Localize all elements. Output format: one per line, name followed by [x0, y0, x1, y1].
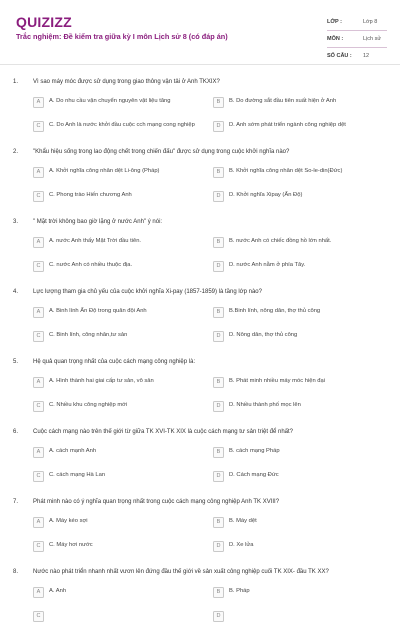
option-text: B.Binh lính, nông dân, thợ thủ công	[229, 308, 321, 315]
option-text: A. Hình thành hai giai cấp tư sản, vô sản	[49, 378, 154, 385]
question-item	[0, 359, 400, 429]
option-letter-box: B	[213, 377, 224, 388]
question-number: 3.	[13, 219, 19, 225]
option-text: D. nước Anh nằm ở phía Tây.	[229, 262, 306, 269]
option-text: A. cách mạnh Anh	[49, 448, 97, 455]
option-text: C. Do Anh là nước khởi đầu cuộc cch mạng cong nghiệp	[49, 122, 195, 129]
answer-option-c[interactable]	[33, 186, 203, 206]
option-letter-box: D	[213, 611, 224, 622]
option-text: B. Do đường sắt đầu tiên xuất hiện ở Anh	[229, 98, 337, 105]
option-letter-box: B	[213, 307, 224, 318]
option-text: C. Máy hơi nước	[49, 542, 93, 549]
option-text: B. Khởi nghĩa công nhân dệt So-le-din(Đức)	[229, 168, 343, 175]
question-list	[0, 79, 400, 639]
question-item	[0, 569, 400, 639]
answer-option-b[interactable]	[213, 512, 383, 532]
quizizz-logo: QUIZIZZ	[16, 14, 72, 30]
answer-option-d[interactable]	[213, 256, 383, 276]
answer-option-d[interactable]	[213, 116, 383, 136]
option-text: C. cách mạng Hà Lan	[49, 472, 106, 479]
option-text: B. cách mạng Pháp	[229, 448, 280, 455]
question-item	[0, 219, 400, 289]
question-text: "Khẩu hiệu sống trong lao động chết trong chiến đấu" được sử dụng trong cuộc khởi nghĩa nào?	[33, 149, 290, 155]
answer-option-b[interactable]	[213, 442, 383, 462]
answer-option-c[interactable]	[33, 606, 203, 626]
option-text: A. Anh	[49, 588, 67, 595]
option-text: C. Nhiều khu công nghiệp mới	[49, 402, 128, 409]
option-letter-box: A	[33, 447, 44, 458]
option-text: A. nước Anh thấy Mặt Trời đầu tiên.	[49, 238, 142, 245]
answer-option-b[interactable]	[213, 302, 383, 322]
answer-option-d[interactable]	[213, 536, 383, 556]
answer-option-a[interactable]	[33, 372, 203, 392]
question-text: Hệ quả quan trọng nhất của cuộc cách mạng công nghiệp là:	[33, 359, 196, 365]
option-text: A. Khởi nghĩa công nhân dệt Li-ông (Pháp)	[49, 168, 160, 175]
answer-option-a[interactable]	[33, 232, 203, 252]
option-letter-box: A	[33, 517, 44, 528]
option-text: B. nước Anh có chiếc đồng hồ lớn nhất.	[229, 238, 332, 245]
option-letter-box: D	[213, 541, 224, 552]
question-number: 4.	[13, 289, 19, 295]
option-letter-box: A	[33, 237, 44, 248]
question-text: " Mặt trời không bao giờ lặng ở nước Anh" ý nói:	[33, 219, 163, 225]
meta-value: 12	[363, 53, 370, 59]
answer-option-b[interactable]	[213, 92, 383, 112]
option-letter-box: A	[33, 377, 44, 388]
question-number: 1.	[13, 79, 19, 85]
option-letter-box: D	[213, 331, 224, 342]
answer-option-d[interactable]	[213, 326, 383, 346]
meta-label: LỚP :	[327, 19, 342, 25]
option-text: B. Pháp	[229, 588, 250, 595]
option-letter-box: B	[213, 97, 224, 108]
answer-option-b[interactable]	[213, 232, 383, 252]
answer-option-b[interactable]	[213, 162, 383, 182]
option-text: A. Do nhu cầu vận chuyển nguyên vật liệu tăng	[49, 98, 171, 105]
option-letter-box: A	[33, 307, 44, 318]
option-text: A. Binh lính Ấn Độ trong quân đội Anh	[49, 308, 147, 315]
option-letter-box: A	[33, 167, 44, 178]
question-item	[0, 289, 400, 359]
option-text: B. Phát minh nhiều máy móc hiện đại	[229, 378, 326, 385]
option-text: D. Khởi nghĩa Xipay (Ấn Độ)	[229, 192, 303, 199]
option-letter-box: B	[213, 167, 224, 178]
answer-option-c[interactable]	[33, 326, 203, 346]
question-number: 8.	[13, 569, 19, 575]
meta-label: SỐ CÂU :	[327, 53, 352, 59]
option-letter-box: A	[33, 97, 44, 108]
option-letter-box: C	[33, 331, 44, 342]
question-number: 7.	[13, 499, 19, 505]
question-text: Phát minh nào có ý nghĩa quan trọng nhất trong cuộc cách mạng công nghiệp Anh TK XVIII?	[33, 499, 280, 505]
option-text: D. Nhiều thành phố mọc lên	[229, 402, 301, 409]
document-title: Trắc nghiệm: Đề kiểm tra giữa kỳ I môn Lịch sử 8 (có đáp án)	[16, 32, 228, 41]
option-text: A. Máy kéo sợi	[49, 518, 88, 525]
meta-value: Lịch sử	[363, 36, 382, 42]
meta-row-question-count	[327, 48, 387, 65]
meta-info-box	[327, 14, 387, 65]
answer-option-a[interactable]	[33, 582, 203, 602]
option-letter-box: C	[33, 541, 44, 552]
option-letter-box: D	[213, 401, 224, 412]
option-text: C. Binh lính, công nhân,tư sản	[49, 332, 128, 339]
meta-label: MÔN :	[327, 36, 344, 42]
answer-option-c[interactable]	[33, 396, 203, 416]
answer-option-a[interactable]	[33, 162, 203, 182]
option-text: D. Xe lửa	[229, 542, 254, 549]
meta-row-class	[327, 14, 387, 31]
option-text: C. nước Anh có nhiều thuộc địa.	[49, 262, 133, 269]
option-letter-box: B	[213, 447, 224, 458]
question-number: 2.	[13, 149, 19, 155]
question-text: Nước nào phát triển nhanh nhất vươn lên đứng đầu thế giới về sản xuất công nghiệp cuối TK XIX- đầu TK XX?	[33, 569, 329, 575]
question-text: Lực lượng tham gia chủ yếu của cuộc khởi nghĩa Xi-pay (1857-1859) là tầng lớp nào?	[33, 289, 262, 295]
answer-option-a[interactable]	[33, 442, 203, 462]
answer-option-c[interactable]	[33, 116, 203, 136]
question-item	[0, 79, 400, 149]
option-text: D. Cách mạng Đức	[229, 472, 279, 479]
answer-option-b[interactable]	[213, 372, 383, 392]
answer-option-a[interactable]	[33, 92, 203, 112]
option-letter-box: C	[33, 471, 44, 482]
option-text: D. Nông dân, thợ thủ công	[229, 332, 298, 339]
option-letter-box: C	[33, 611, 44, 622]
question-number: 6.	[13, 429, 19, 435]
option-letter-box: D	[213, 121, 224, 132]
option-letter-box: D	[213, 471, 224, 482]
meta-value: Lớp 8	[363, 19, 378, 25]
option-letter-box: B	[213, 587, 224, 598]
question-item	[0, 149, 400, 219]
option-letter-box: D	[213, 261, 224, 272]
option-letter-box: C	[33, 121, 44, 132]
answer-option-a[interactable]	[33, 512, 203, 532]
header-divider	[0, 64, 400, 65]
option-text: B. Máy dệt	[229, 518, 257, 525]
answer-option-a[interactable]	[33, 302, 203, 322]
option-letter-box: C	[33, 401, 44, 412]
question-item	[0, 499, 400, 569]
option-letter-box: C	[33, 191, 44, 202]
answer-option-c[interactable]	[33, 536, 203, 556]
question-number: 5.	[13, 359, 19, 365]
option-letter-box: B	[213, 517, 224, 528]
answer-option-d[interactable]	[213, 466, 383, 486]
question-text: Cuộc cách mạng nào trên thế giới từ giữa TK XVI-TK XIX là cuộc cách mạng tư sản triệt để nhất?	[33, 429, 294, 435]
option-letter-box: B	[213, 237, 224, 248]
question-text: Vì sao máy móc được sử dụng trong giao thông vận tải ở Anh TKXIX?	[33, 79, 220, 85]
answer-option-c[interactable]	[33, 466, 203, 486]
answer-option-d[interactable]	[213, 186, 383, 206]
option-letter-box: A	[33, 587, 44, 598]
option-text: C. Phong trào Hiến chương Anh	[49, 192, 132, 199]
answer-option-c[interactable]	[33, 256, 203, 276]
question-item	[0, 429, 400, 499]
answer-option-b[interactable]	[213, 582, 383, 602]
option-letter-box: C	[33, 261, 44, 272]
option-letter-box: D	[213, 191, 224, 202]
answer-option-d[interactable]	[213, 396, 383, 416]
meta-row-subject	[327, 31, 387, 48]
answer-option-d[interactable]	[213, 606, 383, 626]
option-text: D. Anh sớm phát triển ngành công nghiệp dệt	[229, 122, 346, 129]
